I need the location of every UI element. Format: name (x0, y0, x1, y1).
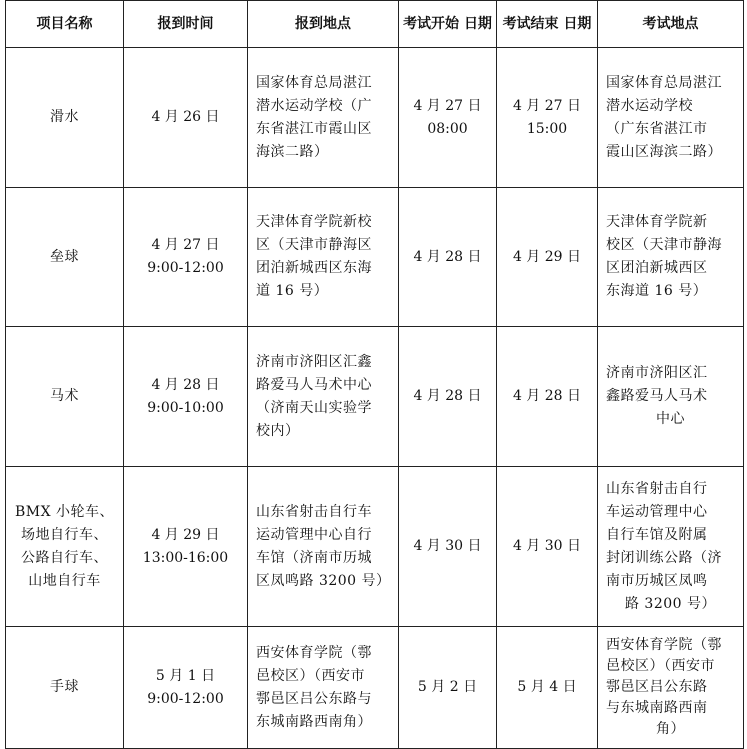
cell-exam-place (598, 188, 744, 327)
cell-exam-start (399, 327, 497, 467)
cell-exam-end (497, 327, 598, 467)
header-report-place: 报到地点 (248, 1, 399, 48)
cell-line: 校内） (256, 422, 300, 439)
cell-line: 天津体育学院新校 (256, 214, 372, 230)
cell-line: 5 月 2 日 (417, 679, 478, 695)
cell-line: 封闭训练公路（济 (606, 549, 722, 566)
cell-exam-start (399, 188, 497, 327)
table-row (6, 327, 744, 467)
cell-line: 潜水运动学校（广 (256, 97, 372, 114)
cell-line: 山东省射击自行 (606, 480, 708, 497)
cell-line: 4 月 28 日 (413, 248, 482, 265)
cell-line: 南市历城区凤鸣 (606, 572, 708, 589)
cell-line: 车馆（济南市历城 (256, 549, 372, 566)
cell-line: 滑水 (50, 109, 79, 125)
cell-line: 9:00-10:00 (147, 399, 224, 416)
cell-line: 运动管理中心自行 (256, 526, 372, 543)
cell-report-place (248, 467, 399, 627)
table-row (6, 627, 744, 749)
cell-report-place (248, 48, 399, 188)
cell-report-place (248, 327, 399, 467)
cell-line: 山地自行车 (28, 572, 101, 589)
cell-exam-place (598, 48, 744, 188)
cell-report-place (248, 188, 399, 327)
cell-line: 济南市济阳区汇鑫 (256, 353, 372, 370)
cell-line: 垒球 (50, 248, 79, 265)
cell-line: 鄠邑区吕公东路 (606, 679, 708, 695)
cell-line: 手球 (50, 679, 79, 695)
cell-line: 济南市济阳区汇 (606, 365, 708, 381)
cell-line: 东海道 16 号） (606, 283, 708, 299)
cell-line: 9:00-12:00 (147, 260, 224, 276)
cell-line: 区凤鸣路 3200 号） (256, 572, 391, 589)
cell-line: 区团泊新城西区 (606, 260, 708, 276)
cell-project (6, 327, 124, 467)
header-exam-start (399, 1, 497, 48)
cell-line: 潜水运动学校 (606, 97, 693, 114)
cell-line: 中心 (656, 411, 685, 427)
table-row (6, 467, 744, 627)
cell-exam-place (598, 467, 744, 627)
cell-line: 9:00-12:00 (147, 690, 224, 707)
cell-exam-end (497, 627, 598, 749)
cell-line: 校区（天津市静海 (606, 237, 722, 253)
cell-line: 道 16 号） (256, 283, 329, 299)
cell-line: 15:00 (526, 120, 568, 137)
cell-report-place (248, 627, 399, 749)
cell-exam-end (497, 48, 598, 188)
cell-line: 邑校区）（西安市 (606, 658, 715, 674)
cell-line: 自行车馆及附属 (606, 526, 708, 543)
cell-line: 海滨二路） (256, 143, 329, 160)
cell-line: 13:00-16:00 (142, 549, 229, 566)
cell-line: 东城南路西南角） (256, 713, 372, 730)
cell-line: 4 月 30 日 (512, 538, 582, 554)
cell-line: 西安体育学院（鄠 (606, 637, 722, 653)
cell-exam-place (598, 627, 744, 749)
header-report-time: 报到时间 (124, 1, 248, 48)
cell-line: 08:00 (427, 120, 468, 137)
cell-line: 4 月 27 日 (151, 237, 220, 253)
cell-report-time (124, 48, 248, 188)
cell-exam-end (497, 467, 598, 627)
cell-line: 4 月 28 日 (413, 388, 482, 404)
cell-line: 4 月 29 日 (512, 248, 582, 265)
cell-exam-end (497, 188, 598, 327)
exam-schedule-table (5, 0, 744, 749)
cell-line: 天津体育学院新 (606, 214, 708, 230)
cell-line: 路爱马人马术中心 (256, 376, 372, 393)
header-exam-end-line: 考试结束 (502, 16, 559, 32)
cell-line: 国家体育总局湛江 (256, 74, 372, 91)
cell-project (6, 48, 124, 188)
cell-line: 与东城南路西南 (606, 700, 708, 716)
cell-line: 4 月 27 日 (413, 97, 482, 114)
cell-line: 东省湛江市霞山区 (256, 120, 372, 137)
cell-line: （济南天山实验学 (256, 399, 372, 416)
header-exam-end (497, 1, 598, 48)
cell-line: 4 月 28 日 (151, 376, 220, 393)
cell-exam-start (399, 627, 497, 749)
cell-exam-start (399, 48, 497, 188)
header-exam-place: 考试地点 (598, 1, 744, 48)
cell-exam-start (399, 467, 497, 627)
header-project: 项目名称 (6, 1, 124, 48)
cell-line: 团泊新城西区东海 (256, 260, 372, 276)
table-row (6, 188, 744, 327)
cell-project (6, 627, 124, 749)
cell-line: 4 月 28 日 (512, 388, 582, 404)
header-exam-start-line: 日期 (463, 16, 492, 32)
cell-line: 西安体育学院（鄠 (256, 644, 372, 661)
cell-line: BMX 小轮车、 (14, 503, 115, 520)
cell-report-time (124, 188, 248, 327)
cell-line: 鄠邑区吕公东路与 (256, 690, 372, 707)
cell-line: 场地自行车、 (21, 526, 108, 543)
cell-line: 4 月 30 日 (413, 538, 482, 554)
cell-report-time (124, 327, 248, 467)
cell-line: 马术 (50, 388, 79, 404)
cell-line: 公路自行车、 (21, 549, 108, 566)
cell-line: 山东省射击自行车 (256, 503, 372, 520)
cell-report-time (124, 627, 248, 749)
cell-line: 4 月 29 日 (151, 526, 220, 543)
cell-line: 路 3200 号） (624, 595, 717, 612)
cell-line: 国家体育总局湛江 (606, 74, 722, 91)
header-exam-start-line: 考试开始 (403, 16, 460, 32)
cell-line: 霞山区海滨二路） (606, 143, 722, 160)
table-row (6, 48, 744, 188)
cell-project (6, 188, 124, 327)
cell-line: 邑校区）（西安市 (256, 667, 365, 684)
cell-line: 车运动管理中心 (606, 503, 708, 520)
cell-line: 角） (656, 721, 685, 737)
cell-exam-place (598, 327, 744, 467)
cell-project (6, 467, 124, 627)
cell-line: 4 月 26 日 (151, 109, 220, 125)
cell-line: 5 月 1 日 (155, 667, 216, 684)
header-exam-end-line: 日期 (563, 16, 592, 32)
cell-line: 区（天津市静海区 (256, 237, 372, 253)
cell-line: （广东省湛江市 (606, 120, 708, 137)
cell-line: 5 月 4 日 (517, 679, 577, 695)
header-row (6, 1, 744, 48)
cell-line: 鑫路爱马人马术 (606, 388, 708, 404)
cell-line: 4 月 27 日 (512, 97, 582, 114)
cell-report-time (124, 467, 248, 627)
